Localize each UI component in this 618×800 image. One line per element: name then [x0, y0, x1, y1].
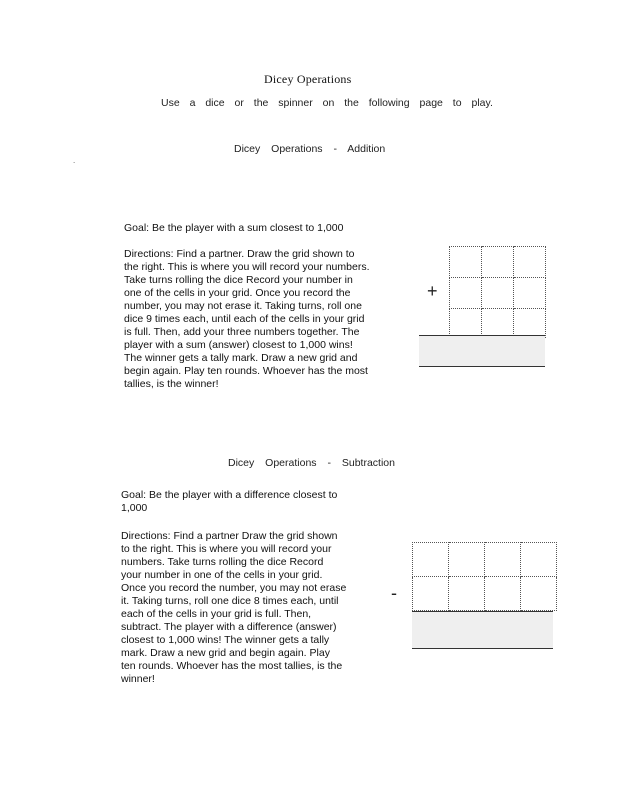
directions-line: ten rounds. Whoever has the most tallies, is the [121, 660, 343, 672]
directions-line: The winner gets a tally mark. Draw a new grid and [124, 352, 358, 364]
grid-cell [482, 309, 514, 338]
directions-line: to the right. This is where you will record your [121, 543, 332, 555]
directions-line: tallies, is the winner! [124, 378, 219, 390]
subtraction-section-title: Dicey Operations - Subtraction [228, 457, 395, 469]
directions-line: Directions: Find a partner. Draw the grid shown to [124, 248, 355, 260]
subtraction-directions [121, 530, 421, 686]
stray-mark: . [73, 156, 76, 165]
grid-cell [449, 543, 485, 577]
grid-cell [482, 247, 514, 278]
directions-line: your number in one of the cells in your grid. [121, 569, 323, 581]
directions-line: each of the cells in your grid is full. Then, [121, 608, 312, 620]
grid-cell [514, 278, 546, 309]
addition-goal: Goal: Be the player with a sum closest to 1,000 [124, 222, 344, 234]
goal-line: 1,000 [121, 502, 148, 514]
directions-line: the right. This is where you will record your numbers. [124, 261, 370, 273]
addition-section-title: Dicey Operations - Addition [234, 143, 386, 155]
directions-line: one of the cells in your grid. Once you record the [124, 287, 351, 299]
directions-line: Once you record the number, you may not erase [121, 582, 347, 594]
minus-sign: - [391, 583, 397, 603]
grid-cell [450, 247, 482, 278]
directions-line: is full. Then, add your three numbers together. The [124, 326, 360, 338]
grid-cell [514, 247, 546, 278]
page-instructions: Use a dice or the spinner on the following page to play. [161, 97, 493, 109]
directions-line: numbers. Take turns rolling the dice Record [121, 556, 324, 568]
directions-line: number, you may not erase it. Taking turns, roll one [124, 300, 362, 312]
addition-grid [449, 246, 546, 338]
page-title: Dicey Operations [264, 72, 352, 86]
directions-line: player with a sum (answer) closest to 1,000 wins! [124, 339, 353, 351]
plus-sign: + [427, 281, 438, 301]
grid-cell [413, 543, 449, 577]
subtraction-goal [121, 489, 421, 515]
grid-cell [514, 309, 546, 338]
directions-line: begin again. Play ten rounds. Whoever has the most [124, 365, 368, 377]
grid-cell [449, 577, 485, 611]
addition-answer-box [419, 335, 545, 367]
grid-cell [450, 278, 482, 309]
directions-line: Take turns rolling the dice Record your number in [124, 274, 353, 286]
directions-line: Directions: Find a partner Draw the grid shown [121, 530, 338, 542]
directions-line: it. Taking turns, roll one dice 8 times each, until [121, 595, 339, 607]
directions-line: winner! [121, 673, 155, 685]
directions-line: subtract. The player with a difference (answer) [121, 621, 337, 633]
addition-directions [124, 248, 424, 391]
subtraction-answer-box [412, 611, 553, 649]
subtraction-grid [412, 542, 557, 611]
grid-cell [413, 577, 449, 611]
grid-cell [482, 278, 514, 309]
grid-cell [485, 543, 521, 577]
directions-line: dice 9 times each, until each of the cells in your grid [124, 313, 365, 325]
grid-cell [450, 309, 482, 338]
directions-line: mark. Draw a new grid and begin again. Play [121, 647, 330, 659]
goal-line: Goal: Be the player with a difference closest to [121, 489, 338, 501]
grid-cell [521, 543, 557, 577]
directions-line: closest to 1,000 wins! The winner gets a tally [121, 634, 330, 646]
grid-cell [485, 577, 521, 611]
grid-cell [521, 577, 557, 611]
